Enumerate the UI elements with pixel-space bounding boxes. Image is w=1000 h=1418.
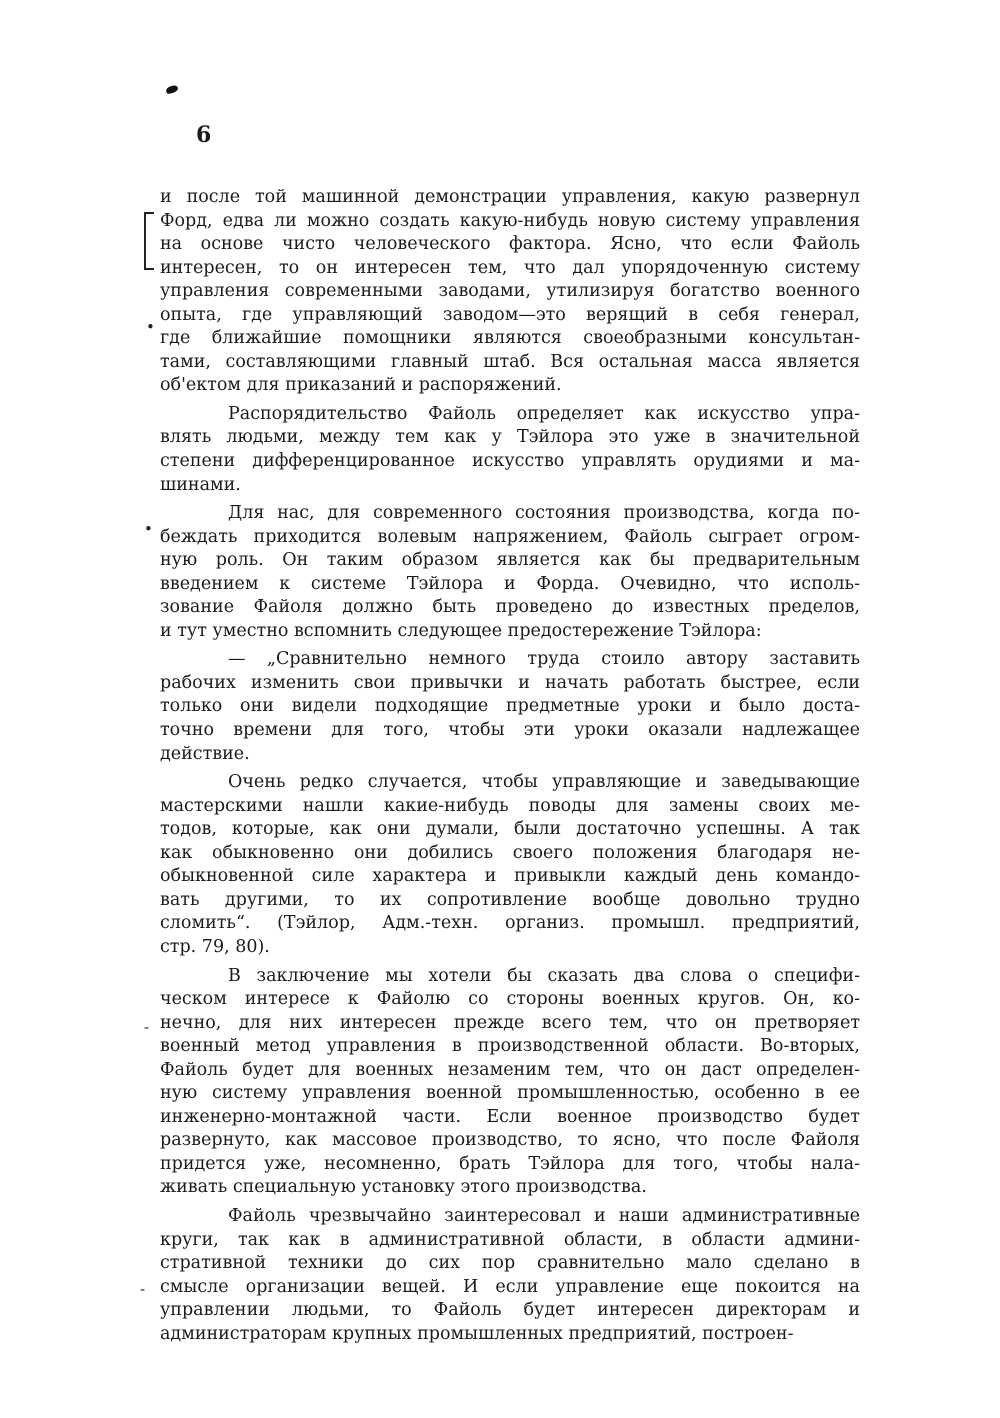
text-line: управлении людьми, то Файоль будет интересен директорам и xyxy=(160,1300,860,1321)
text-line: опыта, где управляющий заводом—это верящий в себя генерал, xyxy=(160,304,860,325)
text-line: действие. xyxy=(160,743,250,764)
paragraph xyxy=(160,648,860,766)
text-line: только они видели подходящие предметные уроки и было доста- xyxy=(160,696,860,717)
margin-dot-mark: • xyxy=(146,318,155,336)
text-line: Файоль будет для военных незаменим тем, что он даст определен- xyxy=(160,1059,860,1080)
margin-dash-mark: - xyxy=(140,1280,146,1298)
text-line: — „Сравнительно немного труда стоило автору заставить xyxy=(228,649,860,670)
page-number: 6 xyxy=(196,122,212,148)
text-line: обыкновенной силе характера и привыкли каждый день командо- xyxy=(160,866,860,887)
text-line: В заключение мы хотели бы сказать два слова о специфи- xyxy=(228,965,860,986)
text-line: сломить“. (Тэйлор, Адм.-техн. организ. промышл. предприятий, xyxy=(160,913,860,934)
text-line: тами, составляющими главный штаб. Вся остальная масса является xyxy=(160,351,860,372)
paragraph xyxy=(160,1205,860,1346)
text-line: живать специальную установку этого производства. xyxy=(160,1177,647,1198)
text-line: круги, так как в административной области, в области админи- xyxy=(160,1229,860,1250)
paragraph xyxy=(160,965,860,1200)
text-line: управления современными заводами, утилизируя богатство военного xyxy=(160,281,860,302)
text-line: ную систему управления военной промышленностью, особенно в ее xyxy=(160,1083,860,1104)
text-line: военный метод управления в производственной области. Во-вторых, xyxy=(160,1036,860,1057)
text-line: Очень редко случается, чтобы управляющие и заведывающие xyxy=(228,772,860,793)
paragraph xyxy=(160,186,860,398)
text-line: стративной техники до сих пор сравнительно мало сделано в xyxy=(160,1253,860,1274)
text-line: мастерскими нашли какие-нибудь поводы для замены своих ме- xyxy=(160,795,860,816)
margin-bracket-mark xyxy=(144,212,154,270)
text-line: точно времени для того, чтобы эти уроки оказали надлежащее xyxy=(160,720,860,741)
text-line: стр. 79, 80). xyxy=(160,936,270,957)
text-line: введением к системе Тэйлора и Форда. Очевидно, что исполь- xyxy=(160,573,860,594)
text-line: зование Файоля должно быть проведено до известных пределов, xyxy=(160,597,860,618)
text-line: рабочих изменить свои привычки и начать работать быстрее, если xyxy=(160,672,860,693)
paragraph xyxy=(160,771,860,959)
margin-dash-mark: - xyxy=(144,1018,150,1036)
text-line: влять людьми, между тем как у Тэйлора это уже в значительной xyxy=(160,427,860,448)
text-line: развернуто, как массовое производство, то ясно, что после Файоля xyxy=(160,1130,860,1151)
text-line: где ближайшие помощники являются своеобразными консультан- xyxy=(160,328,860,349)
text-line: как обыкновенно они добились своего положения благодаря не- xyxy=(160,842,860,863)
text-line: ческом интересе к Файолю со стороны военных кругов. Он, ко- xyxy=(160,989,860,1010)
text-line: шинами. xyxy=(160,474,241,495)
paragraph xyxy=(160,403,860,497)
text-line: смысле организации вещей. И если управление еще покоится на xyxy=(160,1276,860,1297)
text-line: степени дифференцированное искусство управлять орудиями и ма- xyxy=(160,451,860,472)
text-line: на основе чисто человеческого фактора. Ясно, что если Файоль xyxy=(160,234,860,255)
text-line: тодов, которые, как они думали, были достаточно успешны. А так xyxy=(160,819,860,840)
text-line: Для нас, для современного состояния производства, когда по- xyxy=(228,503,860,524)
text-line: интересен, то он интересен тем, что дал упорядоченную систему xyxy=(160,257,860,278)
text-line: Файоль чрезвычайно заинтересовал и наши административные xyxy=(228,1205,860,1226)
text-line: вать другими, то их сопротивление вообще довольно трудно xyxy=(160,889,860,910)
ink-blot-mark xyxy=(165,85,178,95)
body-text xyxy=(160,186,860,1346)
text-line: об'ектом для приказаний и распоряжений. xyxy=(160,375,562,396)
text-line: и после той машинной демонстрации управления, какую развернул xyxy=(160,187,860,207)
text-line: и тут уместно вспомнить следующее предостережение Тэйлора: xyxy=(160,620,762,641)
text-line: ную роль. Он таким образом является как бы предварительным xyxy=(160,550,860,571)
text-line: нечно, для них интересен прежде всего тем, что он претворяет xyxy=(160,1012,860,1033)
text-line: Форд, едва ли можно создать какую-нибудь новую систему управления xyxy=(160,210,860,231)
text-line: беждать приходится волевым напряжением, Файоль сыграет огром- xyxy=(160,526,860,547)
margin-dot-mark: • xyxy=(144,520,153,538)
paragraph xyxy=(160,502,860,643)
text-line: инженерно-монтажной части. Если военное производство будет xyxy=(160,1106,860,1127)
text-line: Распорядительство Файоль определяет как искусство упра- xyxy=(228,403,860,424)
text-line: администраторам крупных промышленных предприятий, построен- xyxy=(160,1323,794,1344)
text-line: придется уже, несомненно, брать Тэйлора для того, чтобы нала- xyxy=(160,1153,860,1174)
